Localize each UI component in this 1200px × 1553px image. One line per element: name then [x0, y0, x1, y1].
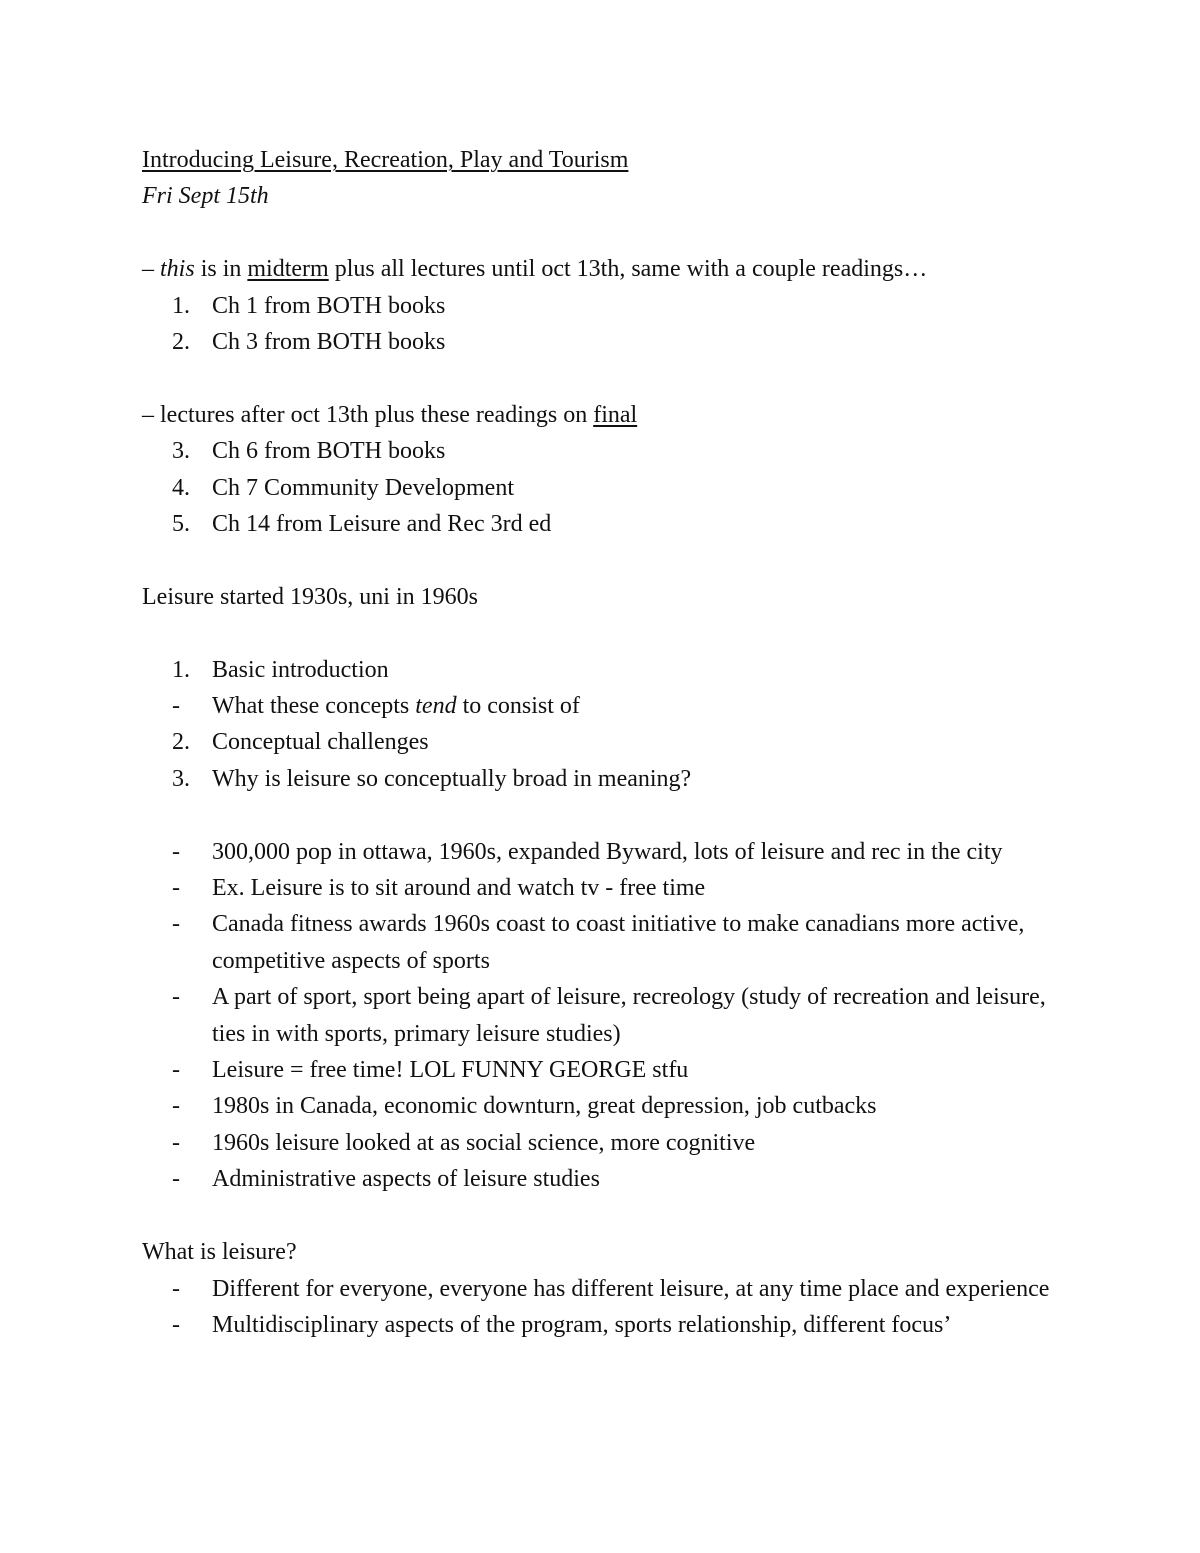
list-item: 5. Ch 14 from Leisure and Rec 3rd ed: [172, 511, 552, 538]
list-item: 1. Ch 1 from BOTH books: [172, 292, 446, 319]
list-item: - 1960s leisure looked at as social science, more cognitive: [172, 1129, 756, 1156]
midterm-intro-line: – this is in midterm plus all lectures until oct 13th, same with a couple readings…: [142, 256, 928, 283]
list-item: 3. Ch 6 from BOTH books: [172, 438, 446, 465]
final-underlined: final: [593, 401, 638, 428]
list-item: - Ex. Leisure is to sit around and watch tv - free time: [172, 875, 706, 902]
final-intro-line: – lectures after oct 13th plus these readings on final: [142, 401, 638, 428]
list-item: - Leisure = free time! LOL FUNNY GEORGE stfu: [172, 1057, 689, 1084]
date-line: Fri Sept 15th: [142, 183, 269, 210]
list-item: - 1980s in Canada, economic downturn, great depression, job cutbacks: [172, 1093, 877, 1120]
list-item: 2. Conceptual challenges: [172, 729, 429, 756]
list-item: 4. Ch 7 Community Development: [172, 474, 514, 501]
list-item: - Different for everyone, everyone has different leisure, at any time place and experience: [172, 1275, 1050, 1302]
history-line: Leisure started 1930s, uni in 1960s: [142, 583, 478, 610]
list-item: - Multidisciplinary aspects of the program, sports relationship, different focus’: [172, 1311, 952, 1338]
list-item: 2. Ch 3 from BOTH books: [172, 329, 446, 356]
document-title: Introducing Leisure, Recreation, Play and Tourism: [142, 147, 629, 173]
spacer: [142, 797, 1062, 833]
list-item: 1. Basic introduction: [172, 656, 389, 683]
spacer: [142, 542, 1062, 578]
list-item: 3. Why is leisure so conceptually broad in meaning?: [172, 765, 692, 792]
list-item: - What these concepts tend to consist of: [172, 693, 580, 720]
list-item: - 300,000 pop in ottawa, 1960s, expanded Byward, lots of leisure and rec in the city: [172, 838, 1003, 865]
list-item: - Canada fitness awards 1960s coast to coast initiative to make canadians more active, competitive aspects of sports: [172, 911, 1025, 974]
spacer: [142, 360, 1062, 396]
spacer: [142, 615, 1062, 651]
document-page: [142, 142, 1062, 1343]
spacer: [142, 1198, 1062, 1234]
list-item: - A part of sport, sport being apart of leisure, recreology (study of recreation and leisure, ties in with sports, primary leisure studies): [172, 984, 1046, 1047]
section-heading: What is leisure?: [142, 1239, 297, 1266]
midterm-underlined: midterm: [247, 256, 329, 283]
list-item: - Administrative aspects of leisure studies: [172, 1166, 600, 1193]
spacer: [142, 215, 1062, 251]
